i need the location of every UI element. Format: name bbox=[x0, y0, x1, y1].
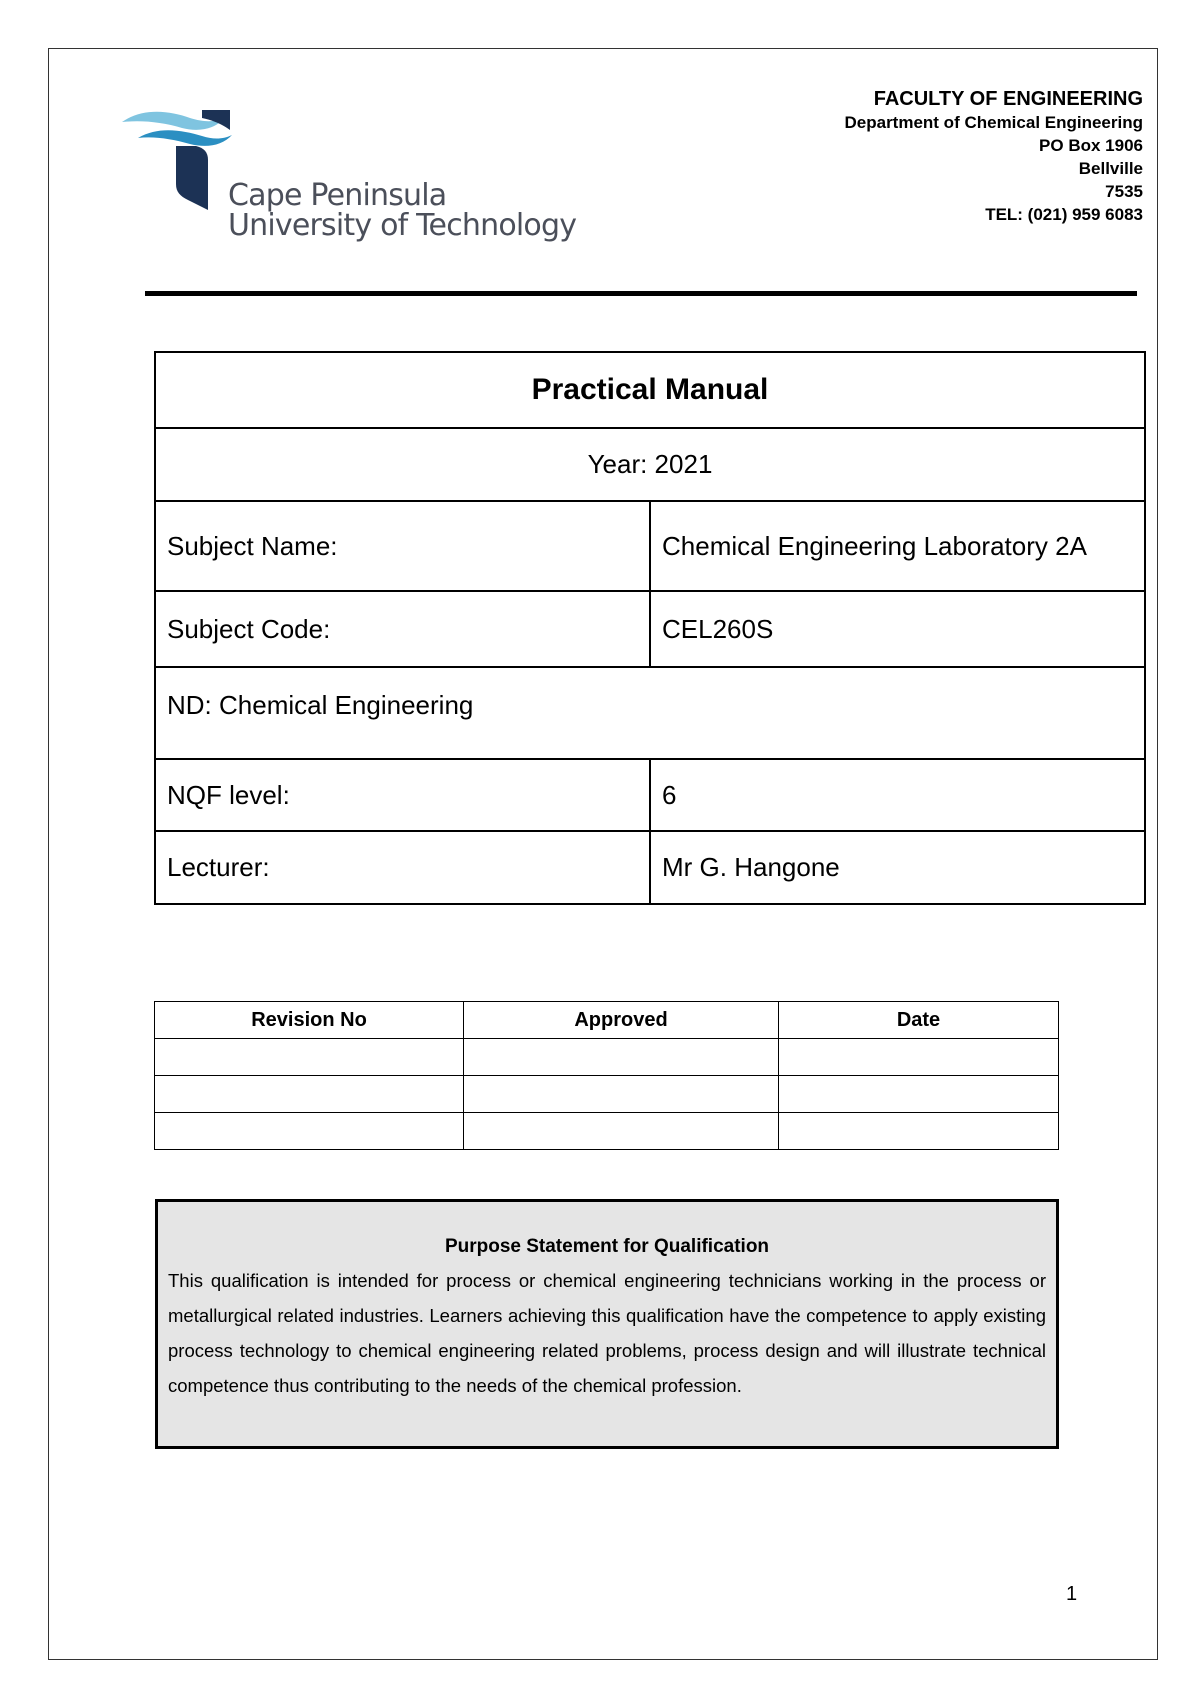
table-row bbox=[155, 1039, 1059, 1076]
revision-no-cell bbox=[155, 1039, 464, 1076]
address-block bbox=[845, 88, 1144, 226]
approved-cell bbox=[464, 1039, 779, 1076]
revision-no-cell bbox=[155, 1113, 464, 1150]
faculty-name: FACULTY OF ENGINEERING bbox=[873, 88, 1143, 110]
postal-code: 7535 bbox=[1105, 182, 1143, 201]
qualification-row bbox=[155, 667, 1145, 759]
subject-name-value: Chemical Engineering Laboratory 2A bbox=[650, 501, 1145, 591]
lecturer-value: Mr G. Hangone bbox=[650, 831, 1145, 904]
qualification-cell: ND: Chemical Engineering bbox=[155, 667, 1145, 759]
nqf-level-label: NQF level: bbox=[155, 759, 650, 831]
revision-no-cell bbox=[155, 1076, 464, 1113]
university-logo bbox=[120, 108, 577, 248]
date-cell bbox=[779, 1113, 1059, 1150]
page-number: 1 bbox=[1066, 1583, 1078, 1605]
city: Bellville bbox=[1078, 159, 1143, 178]
telephone: TEL: (021) 959 6083 bbox=[985, 205, 1143, 224]
document-title: Practical Manual bbox=[155, 352, 1145, 428]
logo-text-line-1: Cape Peninsula bbox=[228, 178, 447, 213]
revision-no-header: Revision No bbox=[155, 1002, 464, 1039]
nqf-level-row bbox=[155, 759, 1145, 831]
header-divider bbox=[145, 291, 1137, 296]
table-row bbox=[155, 1113, 1059, 1150]
lecturer-label: Lecturer: bbox=[155, 831, 650, 904]
po-box: PO Box 1906 bbox=[1039, 136, 1143, 155]
purpose-statement-box bbox=[155, 1199, 1059, 1449]
subject-code-value: CEL260S bbox=[650, 591, 1145, 667]
year-cell: Year: 2021 bbox=[155, 428, 1145, 501]
cover-info-table bbox=[154, 351, 1146, 905]
subject-name-row bbox=[155, 501, 1145, 591]
purpose-heading: Purpose Statement for Qualification bbox=[444, 1236, 770, 1257]
date-cell bbox=[779, 1076, 1059, 1113]
subject-name-label: Subject Name: bbox=[155, 501, 650, 591]
revision-table bbox=[154, 1001, 1059, 1150]
approved-header: Approved bbox=[464, 1002, 779, 1039]
revision-header-row bbox=[155, 1002, 1059, 1039]
purpose-text: This qualification is intended for process or chemical engineering technicians working in the process or metallurgical related industries. Learners achieving this qualification have the competence to apply existing process technology to chemical engineering related problems, process design and will illustrate technical competence thus contributing to the needs of the chemical profession. bbox=[168, 1270, 1046, 1396]
logo-text-line-2: University of Technology bbox=[228, 208, 577, 243]
nqf-level-value: 6 bbox=[650, 759, 1145, 831]
subject-code-row bbox=[155, 591, 1145, 667]
lecturer-row bbox=[155, 831, 1145, 904]
subject-code-label: Subject Code: bbox=[155, 591, 650, 667]
date-cell bbox=[779, 1039, 1059, 1076]
department-name: Department of Chemical Engineering bbox=[844, 113, 1143, 132]
date-header: Date bbox=[779, 1002, 1059, 1039]
approved-cell bbox=[464, 1113, 779, 1150]
approved-cell bbox=[464, 1076, 779, 1113]
logo-emblem-icon bbox=[120, 108, 240, 218]
table-row bbox=[155, 1076, 1059, 1113]
